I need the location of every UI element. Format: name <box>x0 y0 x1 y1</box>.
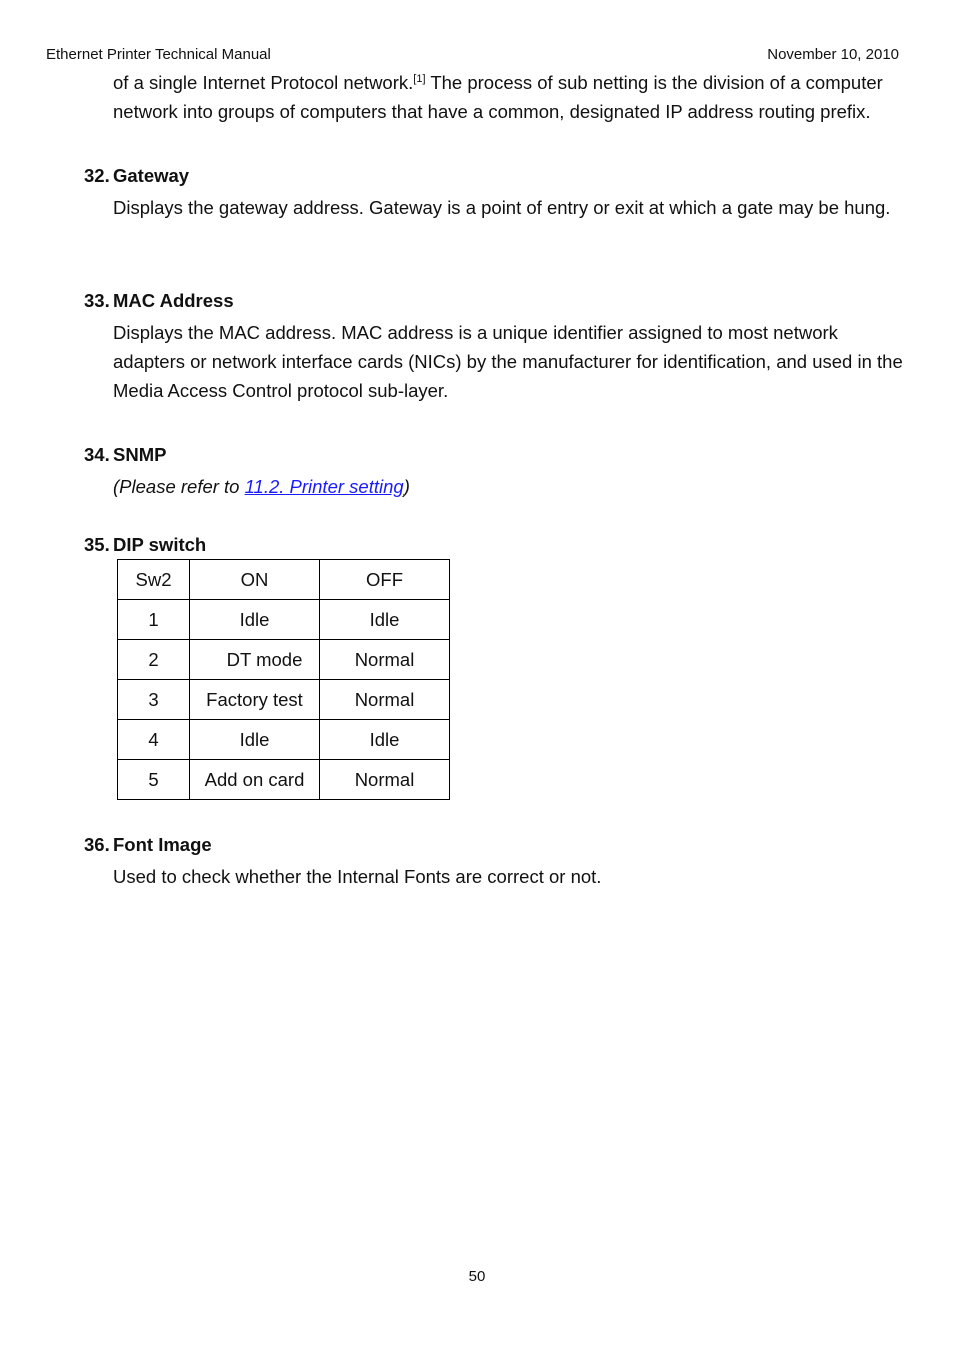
table-cell: Idle <box>320 600 450 640</box>
header-title: Ethernet Printer Technical Manual <box>46 46 271 63</box>
ref-prefix: (Please refer to <box>113 476 245 497</box>
table-cell: DT mode <box>190 640 320 680</box>
heading-font-image <box>84 834 212 856</box>
heading-text: DIP switch <box>113 534 207 555</box>
table-cell: Add on card <box>190 760 320 800</box>
heading-text: Font Image <box>113 834 212 855</box>
table-cell: Normal <box>320 760 450 800</box>
heading-number: 33. <box>84 290 110 311</box>
heading-text: Gateway <box>113 165 190 186</box>
page-number: 50 <box>468 1268 486 1285</box>
heading-number: 36. <box>84 834 110 855</box>
intro-text-1: of a single Internet Protocol network. <box>113 72 414 93</box>
heading-number: 32. <box>84 165 110 186</box>
intro-text-2: The process of sub netting is the division of a computer network into groups of computers that have a common, designated IP address routing prefix. <box>113 72 883 122</box>
table-row <box>118 720 450 760</box>
heading-number: 34. <box>84 444 110 465</box>
table-cell: 2 <box>118 640 190 680</box>
table-cell: Idle <box>320 720 450 760</box>
heading-dip-switch <box>84 534 206 556</box>
footnote-ref[interactable]: [1] <box>413 73 426 85</box>
gateway-description: Displays the gateway address. Gateway is a point of entry or exit at which a gate may be hung. <box>113 197 891 218</box>
ref-suffix: ) <box>403 476 410 497</box>
intro-paragraph <box>113 68 913 126</box>
table-cell: Normal <box>320 680 450 720</box>
table-row <box>118 760 450 800</box>
table-cell: 3 <box>118 680 190 720</box>
table-cell: 4 <box>118 720 190 760</box>
header-cell: ON <box>190 560 320 600</box>
heading-gateway <box>84 165 189 187</box>
heading-snmp <box>84 444 166 466</box>
snmp-reference <box>113 472 913 501</box>
mac-address-description: Displays the MAC address. MAC address is a unique identifier assigned to most network adapters or network interface cards (NICs) by the manufacturer for identification, and used in the Media Access Control protocol sub-layer. <box>113 322 903 401</box>
table-cell: 5 <box>118 760 190 800</box>
printer-setting-link[interactable]: 11.2. Printer setting <box>244 476 404 497</box>
table-row <box>118 640 450 680</box>
table-row <box>118 680 450 720</box>
table-cell: Normal <box>320 640 450 680</box>
heading-mac-address <box>84 290 234 312</box>
header-cell: Sw2 <box>118 560 190 600</box>
table-row <box>118 600 450 640</box>
table-cell: Idle <box>190 720 320 760</box>
heading-text: SNMP <box>113 444 167 465</box>
table-header-row <box>118 560 450 600</box>
table-cell: 1 <box>118 600 190 640</box>
heading-text: MAC Address <box>113 290 234 311</box>
table-cell: Idle <box>190 600 320 640</box>
header-date: November 10, 2010 <box>767 46 899 63</box>
header-cell: OFF <box>320 560 450 600</box>
table-cell: Factory test <box>190 680 320 720</box>
heading-number: 35. <box>84 534 110 555</box>
font-image-description: Used to check whether the Internal Fonts are correct or not. <box>113 866 602 887</box>
dip-switch-table <box>117 559 450 800</box>
